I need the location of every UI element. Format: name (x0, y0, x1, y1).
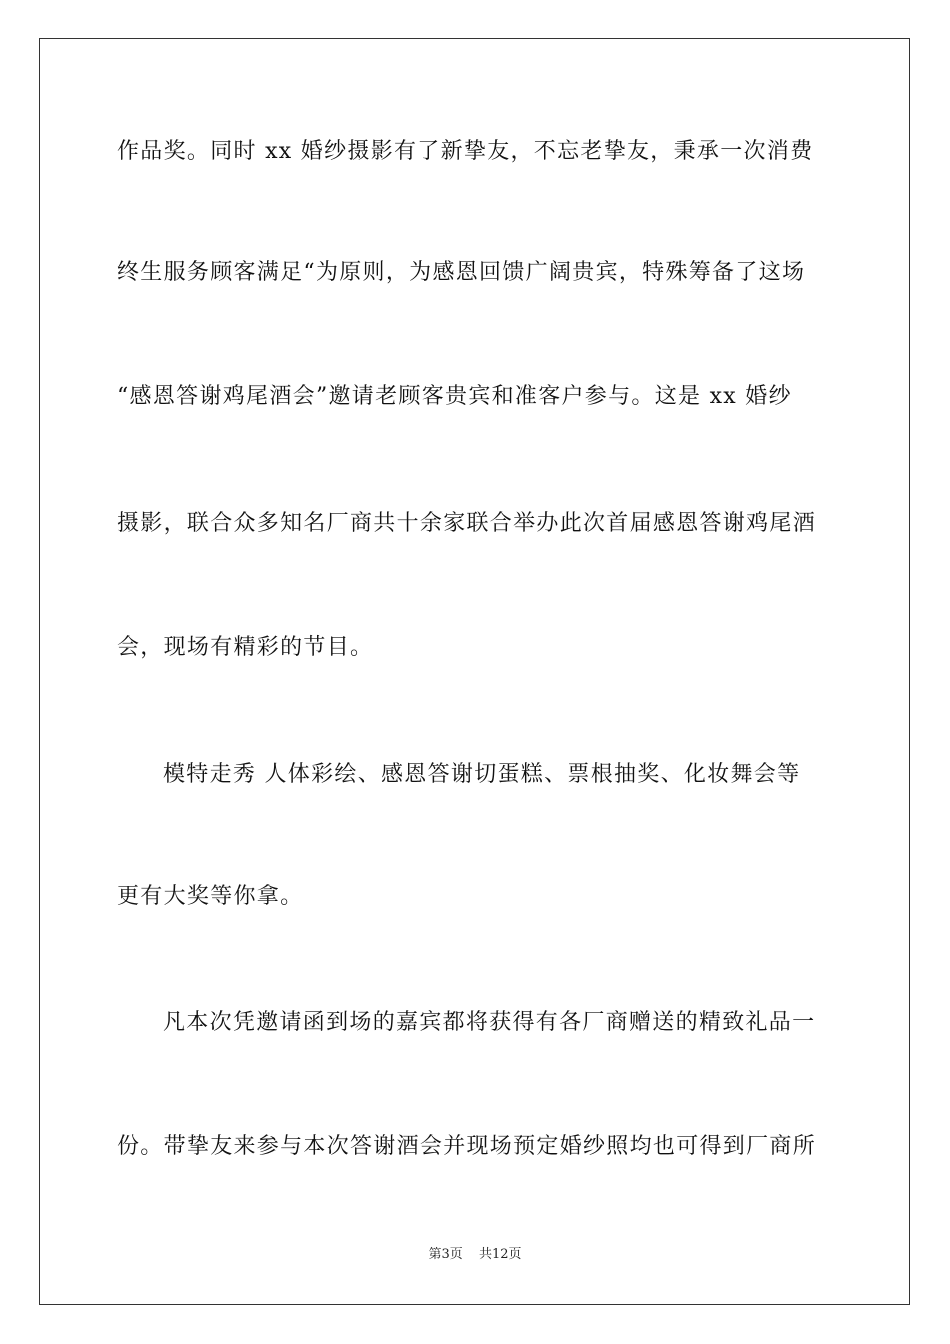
body-text-line: 更有大奖等你拿。 (117, 884, 304, 909)
body-text-line: 终生服务顾客满足“为原则，为感恩回馈广阔贵宾，特殊筹备了这场 (117, 260, 806, 285)
body-text-line: 摄影，联合众多知名厂商共十余家联合举办此次首届感恩答谢鸡尾酒 (117, 511, 817, 536)
body-text-line: 作品奖。同时 xx 婚纱摄影有了新挚友，不忘老挚友，秉承一次消费 (117, 139, 814, 164)
current-page-number: 第3页 (428, 1247, 463, 1262)
body-text-line: 会，现场有精彩的节目。 (117, 635, 374, 660)
body-text-line: 凡本次凭邀请函到场的嘉宾都将获得有各厂商赠送的精致礼品一 (163, 1010, 816, 1035)
body-text-line: 模特走秀 人体彩绘、感恩答谢切蛋糕、票根抽奖、化妆舞会等 (163, 762, 801, 787)
total-page-count: 共12页 (478, 1247, 522, 1262)
page-footer (0, 1246, 950, 1264)
body-text-line: “感恩答谢鸡尾酒会”邀请老顾客贵宾和准客户参与。这是 xx 婚纱 (117, 384, 792, 409)
page-border (39, 38, 910, 1305)
body-text-line: 份。带挚友来参与本次答谢酒会并现场预定婚纱照均也可得到厂商所 (117, 1134, 817, 1159)
